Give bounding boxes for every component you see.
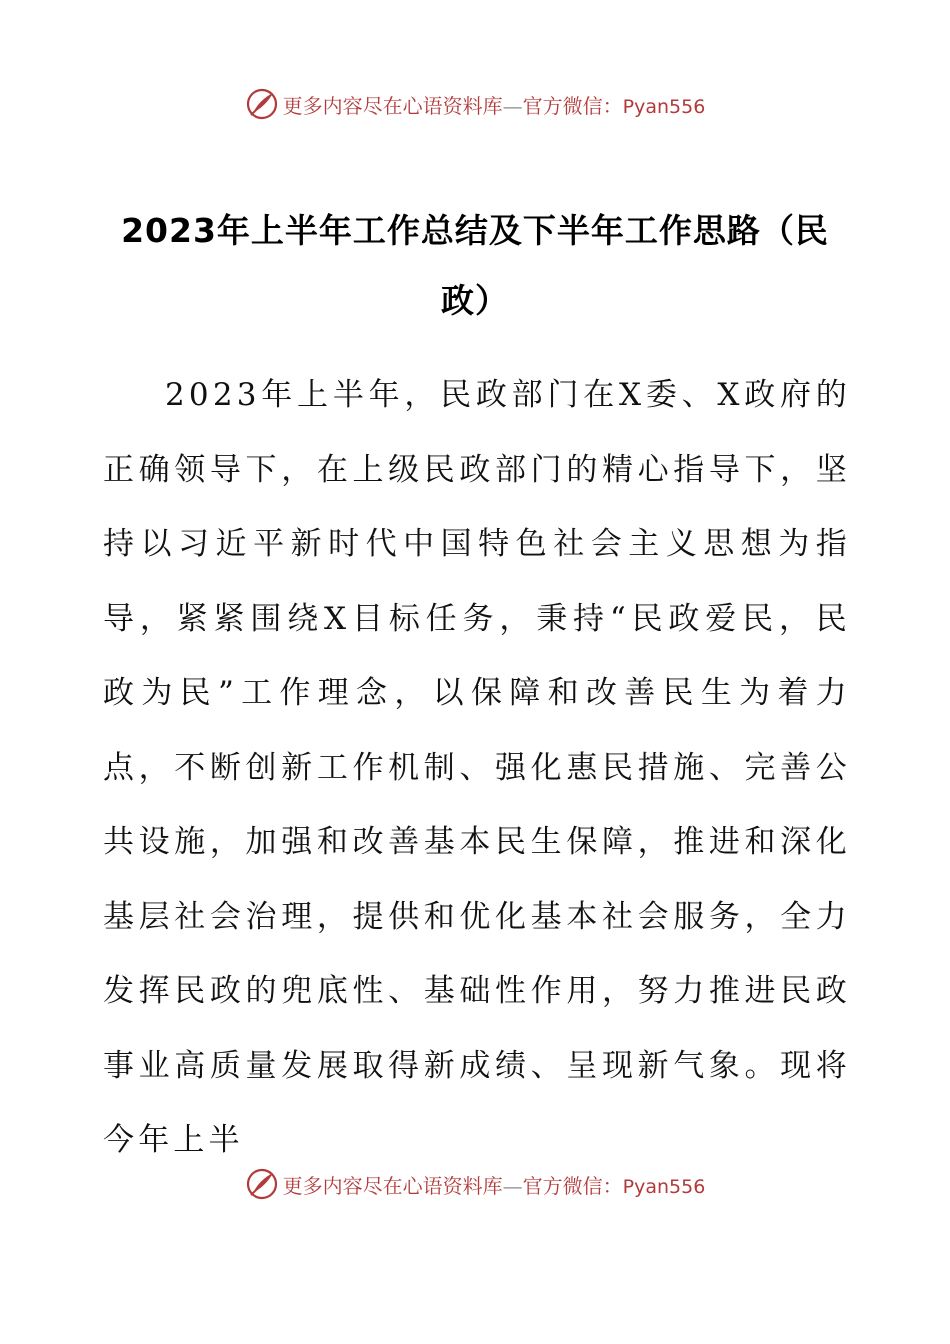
quill-pen-logo-icon [245, 1167, 279, 1201]
document-title: 2023年上半年工作总结及下半年工作思路（民政） [121, 211, 829, 320]
watermark-text: 更多内容尽在心语资料库—官方微信：Pyan556 [282, 93, 706, 118]
footer-watermark [0, 1164, 950, 1204]
body-paragraph: 2023年上半年，民政部门在X委、X政府的正确领导下，在上级民政部门的精心指导下，坚持以习近平新时代中国特色社会主义思想为指导，紧紧围绕X目标任务，秉持“民政爱民，民政为民”工作理念，以保障和改善民生为着力点，不断创新工作机制、强化惠民措施、完善公共设施，加强和改善基本民生保障，推进和深化基层社会治理，提供和优化基本社会服务，全力发挥民政的兜底性、基础性作用，努力推进民政事业高质量发展取得新成绩、呈现新气象。现将今年上半 [103, 377, 851, 1158]
quill-pen-logo-icon [245, 87, 279, 121]
watermark-text: 更多内容尽在心语资料库—官方微信：Pyan556 [282, 1173, 706, 1198]
header-watermark [0, 84, 950, 124]
